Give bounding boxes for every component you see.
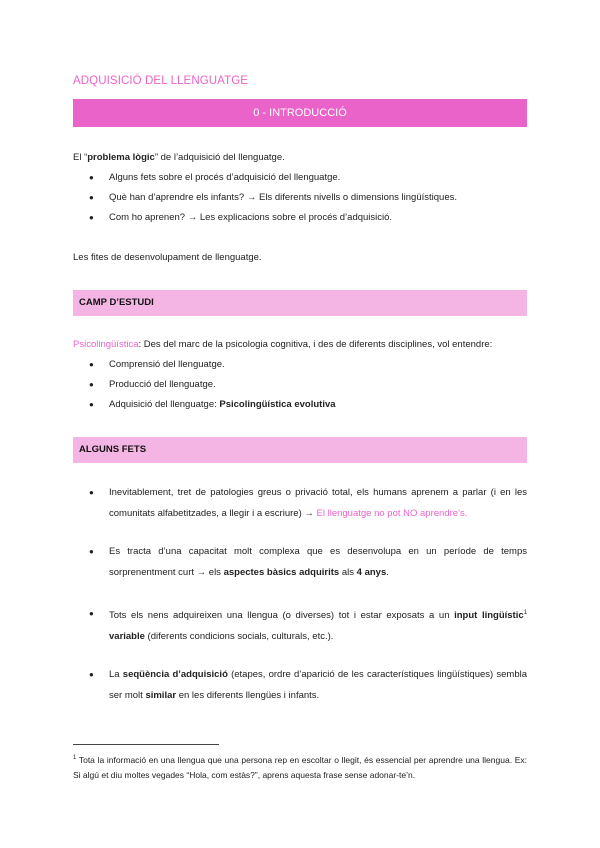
fets-bullet: ● Es tracta d’una capacitat molt complexa que es desenvolupa en un període de temps sorprenentment curt → els aspectes bàsics adquirits als 4 anys. — [89, 541, 527, 583]
bullet-icon: ● — [89, 609, 94, 618]
camp-lead-paragraph: Psicolingüística: Des del marc de la psicologia cognitiva, i des de diferents disciplines, vol entendre: — [73, 339, 493, 350]
camp-bullet: ● Comprensió del llenguatge. — [89, 359, 225, 370]
footnote: $^1$ Tota la informació en una llengua que una persona rep en escoltar o llegit, és essencial per aprendre una llengua. Ex: Si algú et diu moltes vegades “Hola, com estàs?”, aprens aquesta frase sense adonar-te’n. — [73, 754, 527, 780]
bullet-icon: ● — [89, 193, 94, 202]
document-title: ADQUISICIÓ DEL LLENGUATGE — [73, 75, 249, 87]
intro-paragraph-milestones: Les fites de desenvolupament de llenguatge. — [73, 252, 262, 263]
camp-bullet: ● Adquisició del llenguatge: Psicolingüística evolutiva — [89, 399, 336, 410]
footnote-divider — [73, 744, 219, 745]
footnote-reference[interactable]: 1 — [523, 610, 527, 616]
section-header-fets: ALGUNS FETS — [73, 437, 527, 463]
fets-bullet: ● Tots els nens adquireixen una llengua (o diverses) tot i estar exposats a un input lingüístic$^1$ variable (diferents condicions socials, culturals, etc.). — [89, 603, 527, 647]
intro-paragraph: El “problema lògic” de l’adquisició del llenguatge. — [73, 152, 285, 163]
intro-bullet: ● Alguns fets sobre el procés d’adquisició del llenguatge. — [89, 172, 341, 183]
bullet-icon: ● — [89, 360, 94, 369]
camp-bullet: ● Producció del llenguatge. — [89, 379, 216, 390]
bullet-icon: ● — [89, 488, 94, 497]
section-banner-intro: 0 - INTRODUCCIÓ — [73, 99, 527, 127]
bullet-icon: ● — [89, 213, 94, 222]
bullet-icon: ● — [89, 173, 94, 182]
bullet-icon: ● — [89, 670, 94, 679]
fets-bullet: ● La seqüència d’adquisició (etapes, ordre d’aparició de les característiques lingüístiques) sembla ser molt similar en les diferents llengües i infants. — [89, 664, 527, 706]
bullet-icon: ● — [89, 400, 94, 409]
intro-bullet: ● Com ho aprenen? → Les explicacions sobre el procés d’adquisició. — [89, 212, 393, 223]
bullet-icon: ● — [89, 380, 94, 389]
section-header-camp: CAMP D’ESTUDI — [73, 290, 527, 316]
intro-bullet: ● Què han d’aprendre els infants? → Els diferents nivells o dimensions lingüístiques. — [89, 192, 457, 203]
fets-bullet: ● Inevitablement, tret de patologies greus o privació total, els humans aprenem a parlar (i en les comunitats alfabetitzades, a llegir i a escriure) → El llenguatge no pot NO aprendre’s. — [89, 482, 527, 524]
bullet-icon: ● — [89, 547, 94, 556]
